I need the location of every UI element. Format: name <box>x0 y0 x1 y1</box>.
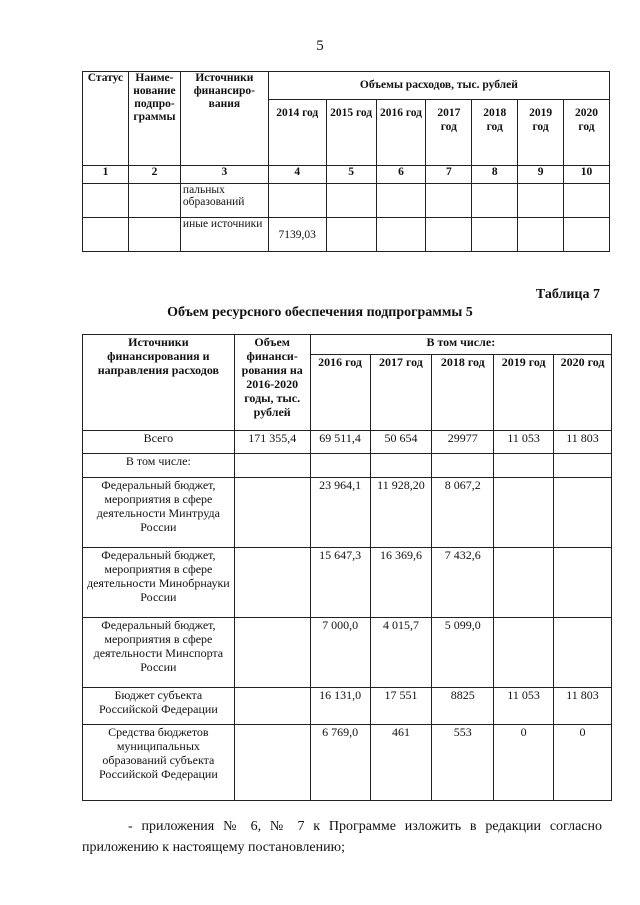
row-label: Всего <box>83 431 235 454</box>
column-number: 6 <box>376 166 426 184</box>
source-cell: пальных образований <box>180 184 268 218</box>
value-cell: 16 131,0 <box>310 688 370 725</box>
header-including: В том числе: <box>310 335 611 355</box>
value-cell: 4 015,7 <box>370 618 432 688</box>
header-year: 2019 год <box>494 355 554 431</box>
table-row <box>83 184 610 218</box>
value-cell: 0 <box>554 725 612 801</box>
header-year: 2017 год <box>426 100 472 166</box>
value-cell: 11 928,20 <box>370 478 432 548</box>
column-number: 8 <box>472 166 518 184</box>
value-cell: 7 432,6 <box>432 548 494 618</box>
table-row <box>83 725 612 801</box>
value-cell: 11 053 <box>494 688 554 725</box>
header-subprogram-name: Наиме-нование подпро-граммы <box>128 72 180 166</box>
row-label: Федеральный бюджет, мероприятия в сфере деятельности Минобрнауки России <box>83 548 235 618</box>
table-row <box>83 688 612 725</box>
value-cell: 69 511,4 <box>310 431 370 454</box>
row-label: Федеральный бюджет, мероприятия в сфере деятельности Минспорта России <box>83 618 235 688</box>
value-cell: 553 <box>432 725 494 801</box>
value-cell: 29977 <box>432 431 494 454</box>
header-status: Статус <box>83 72 129 166</box>
column-number-row <box>83 166 610 184</box>
value-cell: 0 <box>494 725 554 801</box>
table-row <box>83 478 612 548</box>
header-year: 2019 год <box>518 100 564 166</box>
value-cell: 6 769,0 <box>310 725 370 801</box>
value-cell: 8825 <box>432 688 494 725</box>
table-row <box>83 431 612 454</box>
column-number: 7 <box>426 166 472 184</box>
value-cell: 11 803 <box>554 431 612 454</box>
header-year: 2018 год <box>472 100 518 166</box>
table-label: Таблица 7 <box>535 287 600 302</box>
source-cell: иные источники <box>180 218 268 252</box>
row-label: Средства бюджетов муниципальных образований субъекта Российской Федерации <box>83 725 235 801</box>
page-number: 5 <box>316 38 324 54</box>
table-title: Объем ресурсного обеспечения подпрограммы 5 <box>167 305 473 320</box>
header-year: 2017 год <box>370 355 432 431</box>
header-sources: Источники финансиро-вания <box>180 72 268 166</box>
row-label: В том числе: <box>83 454 235 478</box>
value-cell: 11 053 <box>494 431 554 454</box>
table-row <box>83 618 612 688</box>
total-cell: 171 355,4 <box>234 431 310 454</box>
value-cell: 8 067,2 <box>432 478 494 548</box>
column-number: 2 <box>128 166 180 184</box>
header-year: 2016 год <box>376 100 426 166</box>
resource-table <box>82 334 612 801</box>
column-number: 9 <box>518 166 564 184</box>
value-cell: 15 647,3 <box>310 548 370 618</box>
header-year: 2016 год <box>310 355 370 431</box>
header-year: 2015 год <box>326 100 376 166</box>
table-row <box>83 548 612 618</box>
value-cell: 7139,03 <box>268 218 326 252</box>
column-number: 5 <box>326 166 376 184</box>
row-label: Федеральный бюджет, мероприятия в сфере деятельности Минтруда России <box>83 478 235 548</box>
table-row <box>83 454 612 478</box>
header-year: 2020 год <box>564 100 610 166</box>
value-cell: 17 551 <box>370 688 432 725</box>
value-cell: 16 369,6 <box>370 548 432 618</box>
value-cell: 7 000,0 <box>310 618 370 688</box>
row-label: Бюджет субъекта Российской Федерации <box>83 688 235 725</box>
value-cell: 11 803 <box>554 688 612 725</box>
value-cell: 50 654 <box>370 431 432 454</box>
header-sources: Источники финансирования и направления расходов <box>83 335 235 431</box>
value-cell: 23 964,1 <box>310 478 370 548</box>
table-row <box>83 218 610 252</box>
column-number: 1 <box>83 166 129 184</box>
header-year: 2020 год <box>554 355 612 431</box>
header-year: 2014 год <box>268 100 326 166</box>
expenses-table <box>82 71 610 252</box>
header-year: 2018 год <box>432 355 494 431</box>
closing-paragraph: - приложения № 6, № 7 к Программе изложить в редакции согласно приложению к настоящему постановлению; <box>82 819 602 855</box>
value-cell: 461 <box>370 725 432 801</box>
column-number: 10 <box>564 166 610 184</box>
column-number: 3 <box>180 166 268 184</box>
header-expenses: Объемы расходов, тыс. рублей <box>268 72 609 100</box>
header-volume: Объем финанси-рования на 2016-2020 годы, тыс. рублей <box>234 335 310 431</box>
value-cell: 5 099,0 <box>432 618 494 688</box>
column-number: 4 <box>268 166 326 184</box>
